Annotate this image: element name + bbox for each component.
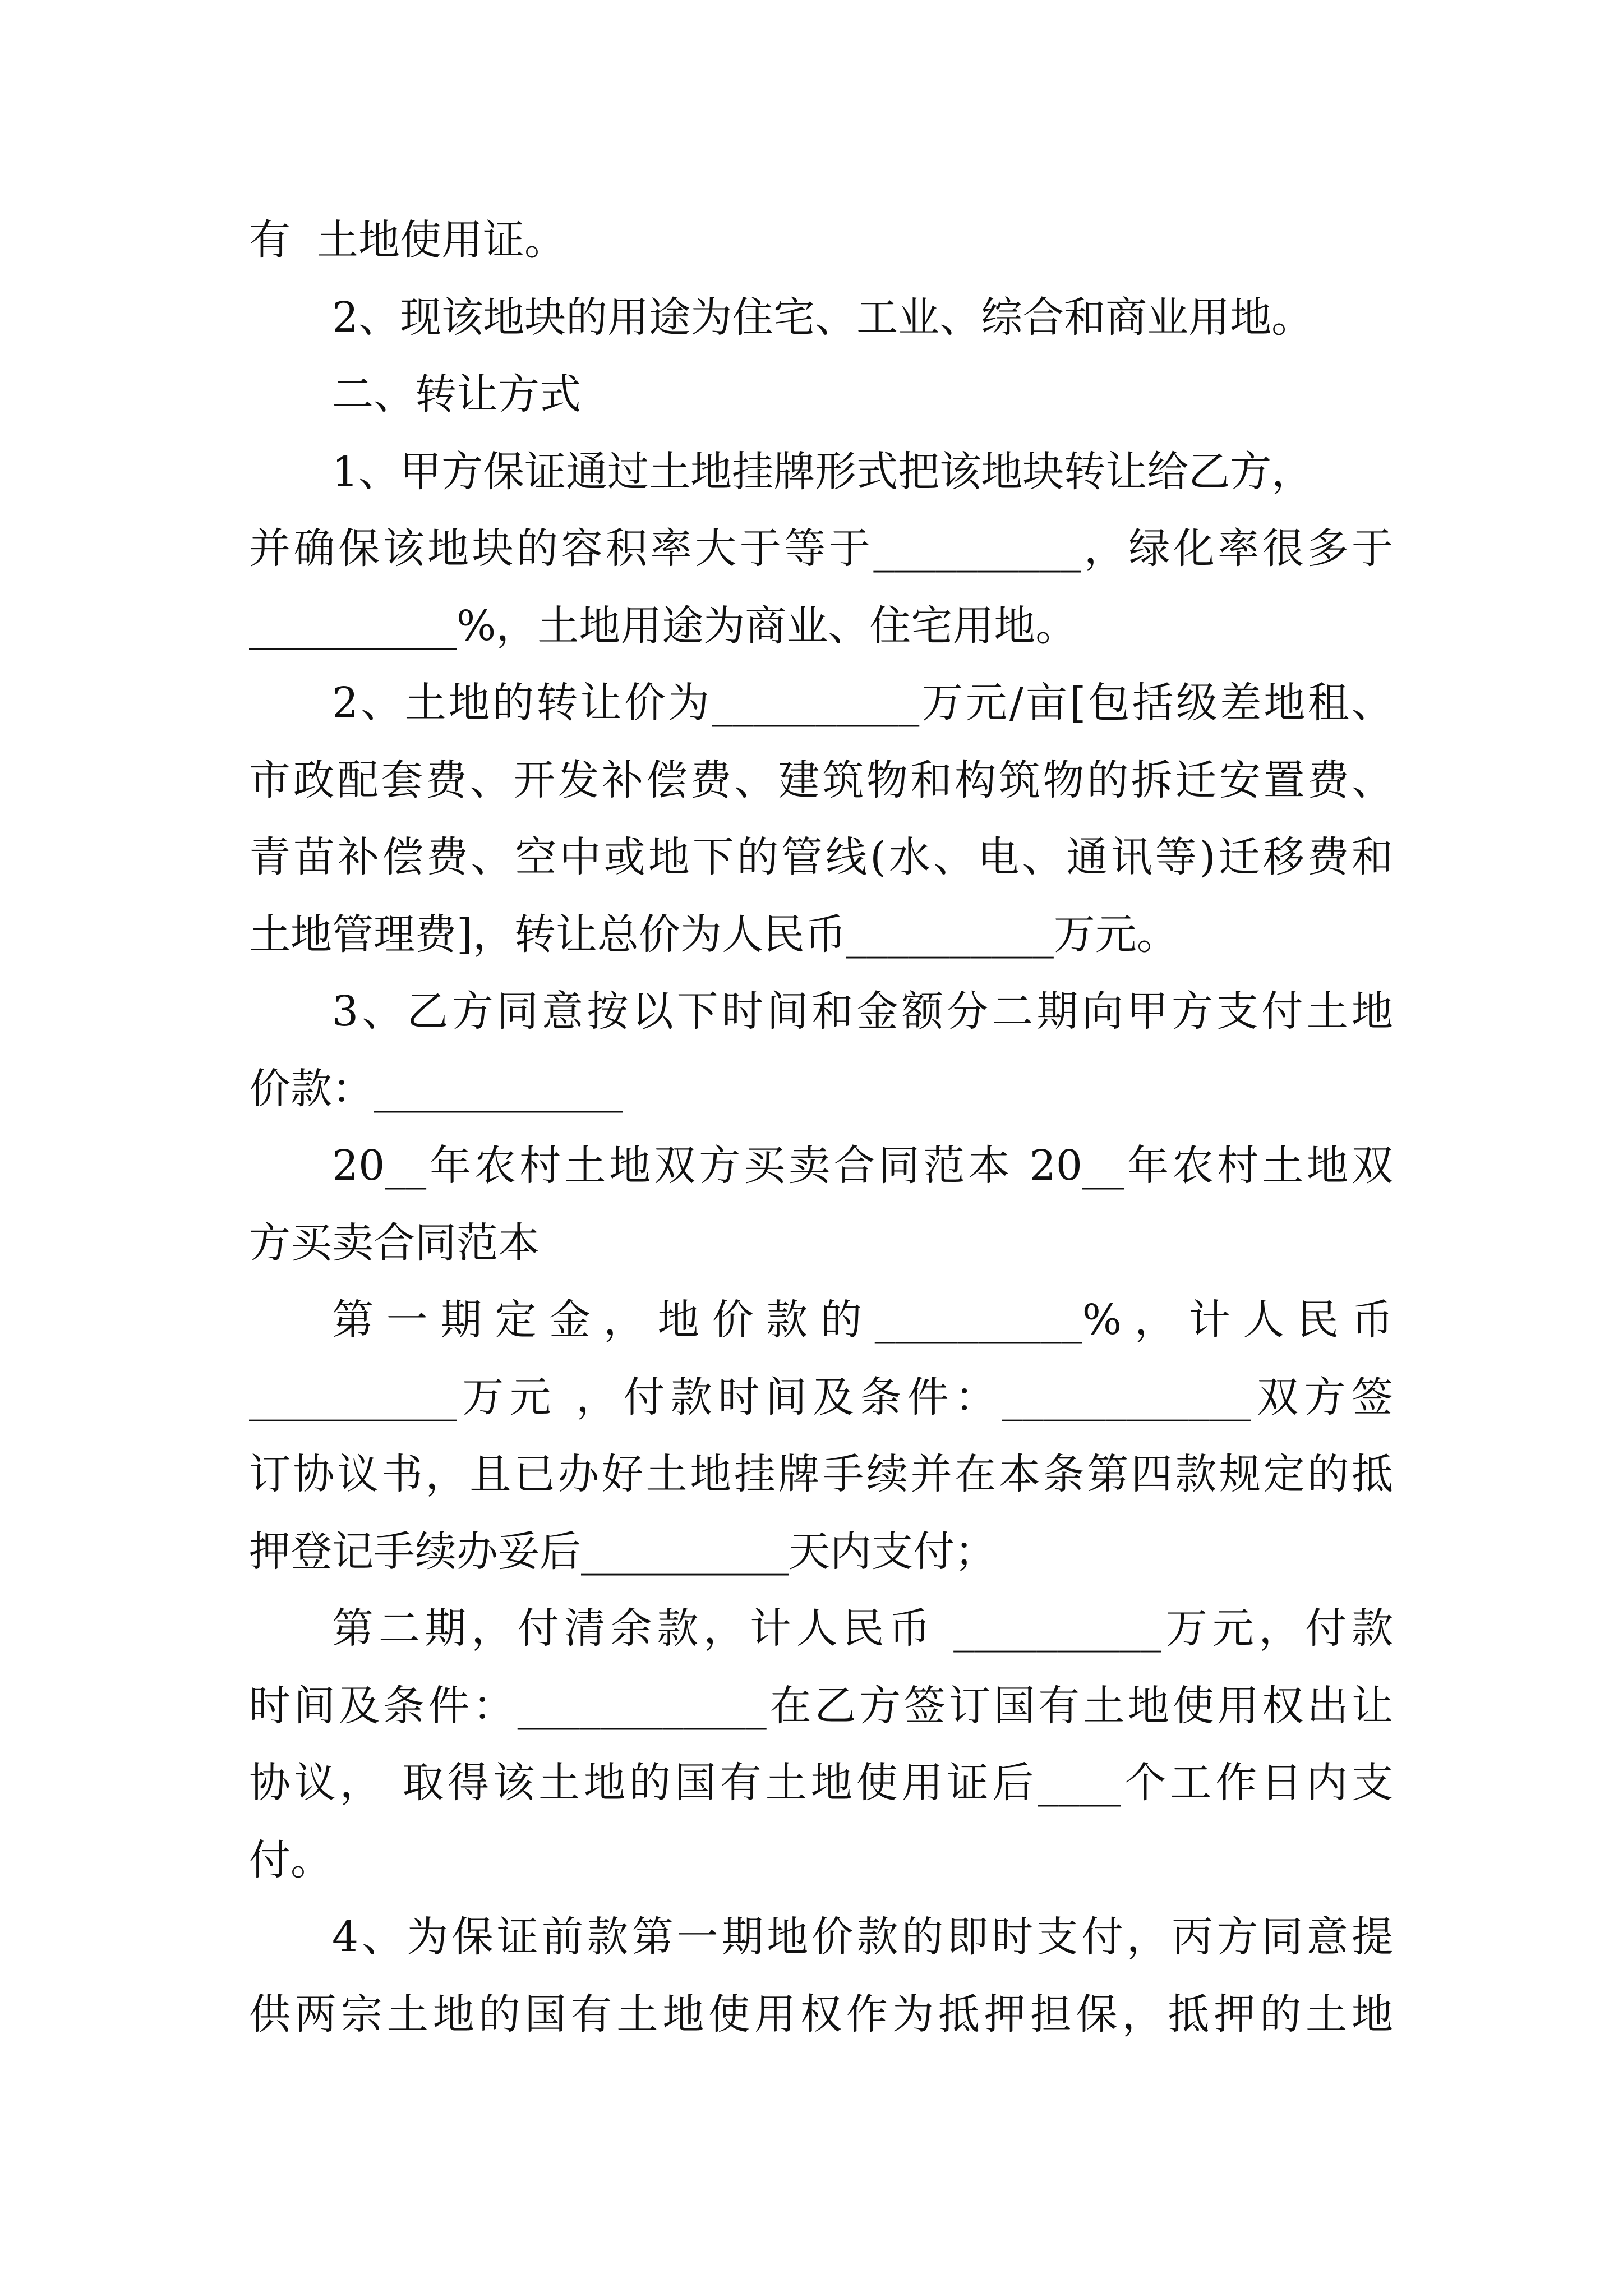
text-line: __________%，土地用途为商业、住宅用地。 — [249, 601, 1077, 650]
text-line: 第二期，付清余款，计人民币 __________万元，付款 — [332, 1604, 1393, 1653]
text-line: 2、现该地块的用途为住宅、工业、综合和商业用地。 — [332, 293, 1313, 342]
text-line: 第一期定金，地价款的__________%，计人民币 — [332, 1296, 1393, 1344]
text-line: 并确保该地块的容积率大于等于__________，绿化率很多于 — [249, 524, 1393, 573]
text-line: 4、为保证前款第一期地价款的即时支付，丙方同意提 — [332, 1913, 1393, 1961]
text-line: 价款：____________ — [249, 1064, 623, 1113]
text-line: 方买卖合同范本 — [249, 1218, 540, 1267]
text-line: 1、甲方保证通过土地挂牌形式把该地块转让给乙方， — [332, 447, 1313, 496]
text-line: __________万元 ，付款时间及条件：____________双方签 — [249, 1373, 1393, 1421]
contract-body-text — [249, 202, 1393, 2053]
text-line: 二、转让方式 — [332, 370, 581, 418]
text-line: 有 土地使用证。 — [249, 216, 566, 264]
text-line: 2、土地的转让价为__________万元/亩[包括级差地租、 — [332, 679, 1393, 727]
text-line: 时间及条件：____________在乙方签订国有土地使用权出让 — [249, 1681, 1393, 1730]
text-line: 协议， 取得该土地的国有土地使用证后____个工作日内支 — [249, 1759, 1393, 1807]
text-line: 20__年农村土地双方买卖合同范本 20__年农村土地双 — [332, 1142, 1393, 1190]
text-line: 3、乙方同意按以下时间和金额分二期向甲方支付土地 — [332, 987, 1393, 1036]
text-line: 市政配套费、开发补偿费、建筑物和构筑物的拆迁安置费、 — [249, 756, 1393, 804]
text-line: 青苗补偿费、空中或地下的管线(水、电、通讯等)迁移费和 — [249, 833, 1393, 881]
text-line: 土地管理费]，转让总价为人民币__________万元。 — [249, 910, 1178, 959]
text-line: 付。 — [249, 1835, 332, 1884]
text-line: 订协议书，且已办好土地挂牌手续并在本条第四款规定的抵 — [249, 1450, 1393, 1498]
text-line: 供两宗土地的国有土地使用权作为抵押担保，抵押的土地 — [249, 1990, 1393, 2039]
text-line: 押登记手续办妥后__________天内支付； — [249, 1527, 996, 1576]
